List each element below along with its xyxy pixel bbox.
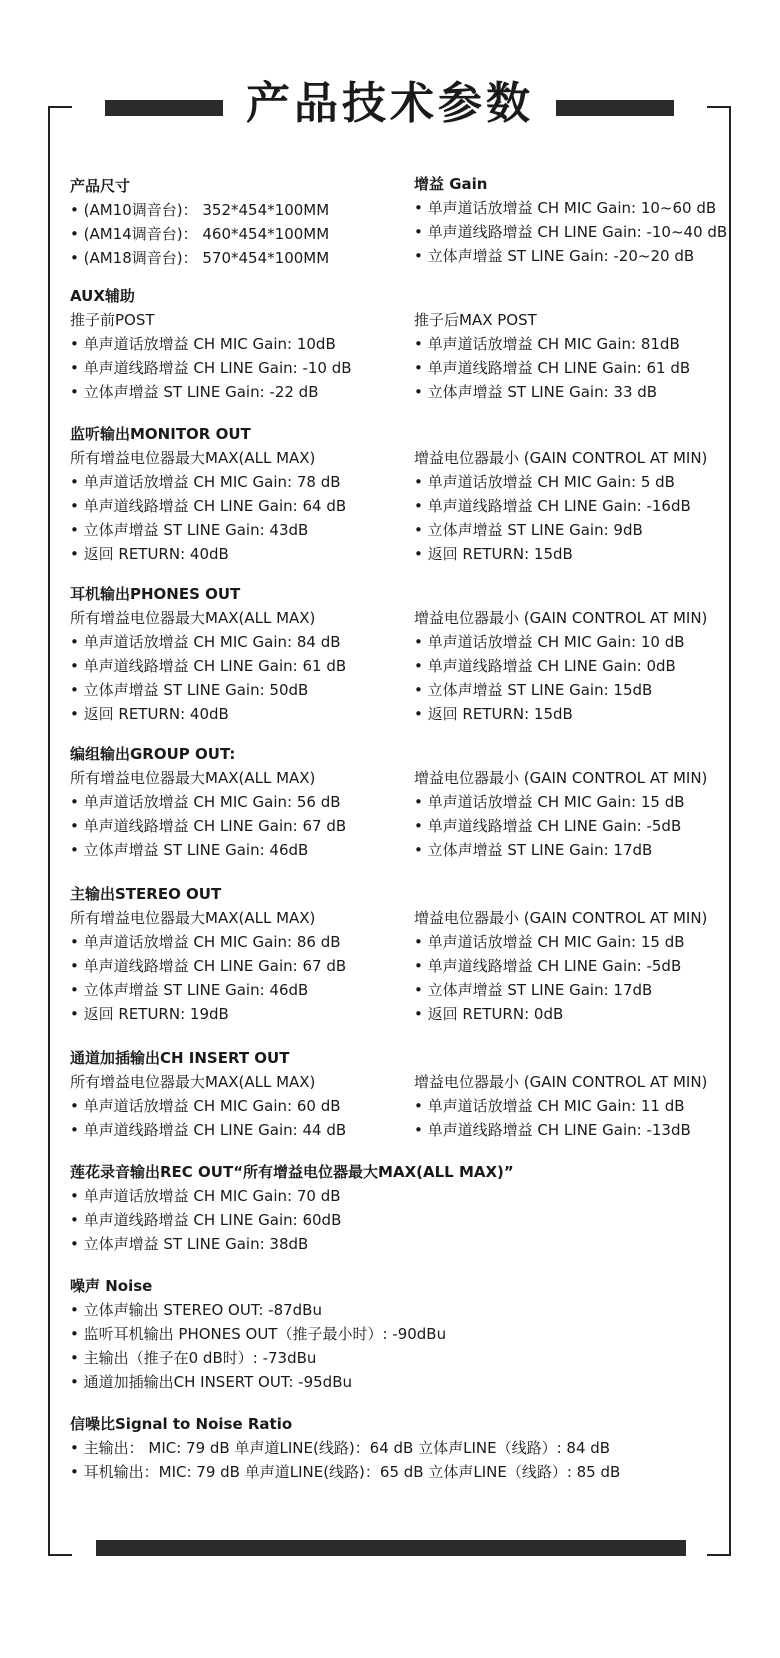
frame-left-border: [48, 106, 50, 1554]
subheading: 所有增益电位器最大MAX(ALL MAX): [70, 609, 316, 627]
list-item: • 立体声增益 ST LINE Gain: 17dB: [414, 838, 707, 862]
subheading: 增益电位器最小 (GAIN CONTROL AT MIN): [414, 769, 708, 787]
list-item: • (AM18调音台)： 570*454*100MM: [70, 246, 329, 270]
insert-section-left: [70, 1046, 346, 1142]
list-item: • 立体声增益 ST LINE Gain: -20~20 dB: [414, 244, 727, 268]
list-item: • 立体声增益 ST LINE Gain: 33 dB: [414, 380, 690, 404]
aux-section-left: [70, 284, 352, 404]
list-item: • 立体声增益 ST LINE Gain: 17dB: [414, 978, 707, 1002]
subheading: 所有增益电位器最大MAX(ALL MAX): [70, 769, 316, 787]
list-item: • 单声道线路增益 CH LINE Gain: -5dB: [414, 814, 707, 838]
section-heading: 通道加插输出CH INSERT OUT: [70, 1049, 290, 1067]
list-item: • 返回 RETURN: 40dB: [70, 702, 346, 726]
list-item: • 单声道话放增益 CH MIC Gain: 15 dB: [414, 930, 707, 954]
list-item: • 单声道线路增益 CH LINE Gain: -16dB: [414, 494, 707, 518]
list-item: • 立体声增益 ST LINE Gain: 50dB: [70, 678, 346, 702]
subheading: 增益电位器最小 (GAIN CONTROL AT MIN): [414, 909, 708, 927]
list-item: • 返回 RETURN: 15dB: [414, 542, 707, 566]
section-heading: 耳机输出PHONES OUT: [70, 585, 241, 603]
list-item: • 单声道线路增益 CH LINE Gain: 61 dB: [70, 654, 346, 678]
list-item: • 立体声增益 ST LINE Gain: 46dB: [70, 978, 346, 1002]
list-item: • 单声道话放增益 CH MIC Gain: 15 dB: [414, 790, 707, 814]
section-heading: 莲花录音输出REC OUT“所有增益电位器最大MAX(ALL MAX)”: [70, 1163, 514, 1181]
monitor-section-right: [414, 446, 707, 566]
gain-section: [414, 172, 727, 268]
section-heading: 主输出STEREO OUT: [70, 885, 222, 903]
list-item: • 返回 RETURN: 0dB: [414, 1002, 707, 1026]
list-item: • 单声道话放增益 CH MIC Gain: 11 dB: [414, 1094, 707, 1118]
list-item: • 立体声增益 ST LINE Gain: -22 dB: [70, 380, 352, 404]
list-item: • 单声道线路增益 CH LINE Gain: -10~40 dB: [414, 220, 727, 244]
list-item: • 立体声增益 ST LINE Gain: 15dB: [414, 678, 707, 702]
list-item: • 返回 RETURN: 40dB: [70, 542, 346, 566]
list-item: • 单声道话放增益 CH MIC Gain: 10dB: [70, 332, 352, 356]
frame-bottom-left-corner: [48, 1554, 72, 1556]
subheading: 增益电位器最小 (GAIN CONTROL AT MIN): [414, 449, 708, 467]
list-item: • 单声道线路增益 CH LINE Gain: 44 dB: [70, 1118, 346, 1142]
subheading: 所有增益电位器最大MAX(ALL MAX): [70, 449, 316, 467]
list-item: • (AM10调音台)： 352*454*100MM: [70, 198, 329, 222]
list-item: • 单声道话放增益 CH MIC Gain: 5 dB: [414, 470, 707, 494]
subheading: 所有增益电位器最大MAX(ALL MAX): [70, 1073, 316, 1091]
list-item: • 主输出： MIC: 79 dB 单声道LINE(线路)：64 dB 立体声LINE（线路）: 84 dB: [70, 1436, 620, 1460]
list-item: • 立体声输出 STEREO OUT: -87dBu: [70, 1298, 446, 1322]
noise-section: [70, 1274, 446, 1394]
list-item: • 单声道话放增益 CH MIC Gain: 86 dB: [70, 930, 346, 954]
list-item: • 单声道话放增益 CH MIC Gain: 56 dB: [70, 790, 346, 814]
list-item: • 立体声增益 ST LINE Gain: 46dB: [70, 838, 346, 862]
list-item: • 立体声增益 ST LINE Gain: 9dB: [414, 518, 707, 542]
list-item: • 单声道线路增益 CH LINE Gain: 67 dB: [70, 954, 346, 978]
list-item: • 单声道话放增益 CH MIC Gain: 70 dB: [70, 1184, 514, 1208]
list-item: • 单声道话放增益 CH MIC Gain: 10~60 dB: [414, 196, 727, 220]
frame-bottom-right-corner: [707, 1554, 731, 1556]
group-section-left: [70, 742, 346, 862]
list-item: • 单声道线路增益 CH LINE Gain: 61 dB: [414, 356, 690, 380]
list-item: • 单声道线路增益 CH LINE Gain: 60dB: [70, 1208, 514, 1232]
section-heading: AUX辅助: [70, 287, 135, 305]
insert-section-right: [414, 1070, 707, 1142]
section-heading: 监听输出MONITOR OUT: [70, 425, 251, 443]
snr-section: [70, 1412, 620, 1484]
list-item: • 单声道话放增益 CH MIC Gain: 60 dB: [70, 1094, 346, 1118]
list-item: • 单声道线路增益 CH LINE Gain: -13dB: [414, 1118, 707, 1142]
monitor-section-left: [70, 422, 346, 566]
phones-section-right: [414, 606, 707, 726]
list-item: • 耳机输出：MIC: 79 dB 单声道LINE(线路)：65 dB 立体声LINE（线路）: 85 dB: [70, 1460, 620, 1484]
list-item: • 单声道话放增益 CH MIC Gain: 81dB: [414, 332, 690, 356]
section-heading: 信噪比Signal to Noise Ratio: [70, 1415, 293, 1433]
subheading: 增益电位器最小 (GAIN CONTROL AT MIN): [414, 1073, 708, 1091]
list-item: • 单声道线路增益 CH LINE Gain: 0dB: [414, 654, 707, 678]
list-item: • 立体声增益 ST LINE Gain: 38dB: [70, 1232, 514, 1256]
list-item: • 单声道线路增益 CH LINE Gain: -5dB: [414, 954, 707, 978]
stereo-section-right: [414, 906, 707, 1026]
subheading: 推子前POST: [70, 311, 155, 329]
footer-bar: [96, 1540, 686, 1556]
section-heading: 编组输出GROUP OUT:: [70, 745, 236, 763]
list-item: • 立体声增益 ST LINE Gain: 43dB: [70, 518, 346, 542]
list-item: • 单声道线路增益 CH LINE Gain: 64 dB: [70, 494, 346, 518]
aux-section-right: [414, 308, 690, 404]
list-item: • 单声道话放增益 CH MIC Gain: 84 dB: [70, 630, 346, 654]
page-title: 产品技术参数: [246, 78, 534, 129]
list-item: • 单声道话放增益 CH MIC Gain: 10 dB: [414, 630, 707, 654]
phones-section-left: [70, 582, 346, 726]
subheading: 增益电位器最小 (GAIN CONTROL AT MIN): [414, 609, 708, 627]
list-item: • 返回 RETURN: 15dB: [414, 702, 707, 726]
list-item: • 单声道线路增益 CH LINE Gain: 67 dB: [70, 814, 346, 838]
list-item: • 单声道线路增益 CH LINE Gain: -10 dB: [70, 356, 352, 380]
stereo-section-left: [70, 882, 346, 1026]
rec-section: [70, 1160, 514, 1256]
list-item: • 主输出（推子在0 dB时）: -73dBu: [70, 1346, 446, 1370]
list-item: • 返回 RETURN: 19dB: [70, 1002, 346, 1026]
list-item: • 监听耳机输出 PHONES OUT（推子最小时）: -90dBu: [70, 1322, 446, 1346]
subheading: 所有增益电位器最大MAX(ALL MAX): [70, 909, 316, 927]
section-heading: 增益 Gain: [414, 175, 488, 193]
list-item: • (AM14调音台)： 460*454*100MM: [70, 222, 329, 246]
frame-right-border: [729, 106, 731, 1554]
group-section-right: [414, 766, 707, 862]
subheading: 推子后MAX POST: [414, 311, 537, 329]
section-heading: 产品尺寸: [70, 177, 131, 195]
list-item: • 通道加插输出CH INSERT OUT: -95dBu: [70, 1370, 446, 1394]
section-heading: 噪声 Noise: [70, 1277, 153, 1295]
list-item: • 单声道话放增益 CH MIC Gain: 78 dB: [70, 470, 346, 494]
size-section: [70, 174, 329, 270]
